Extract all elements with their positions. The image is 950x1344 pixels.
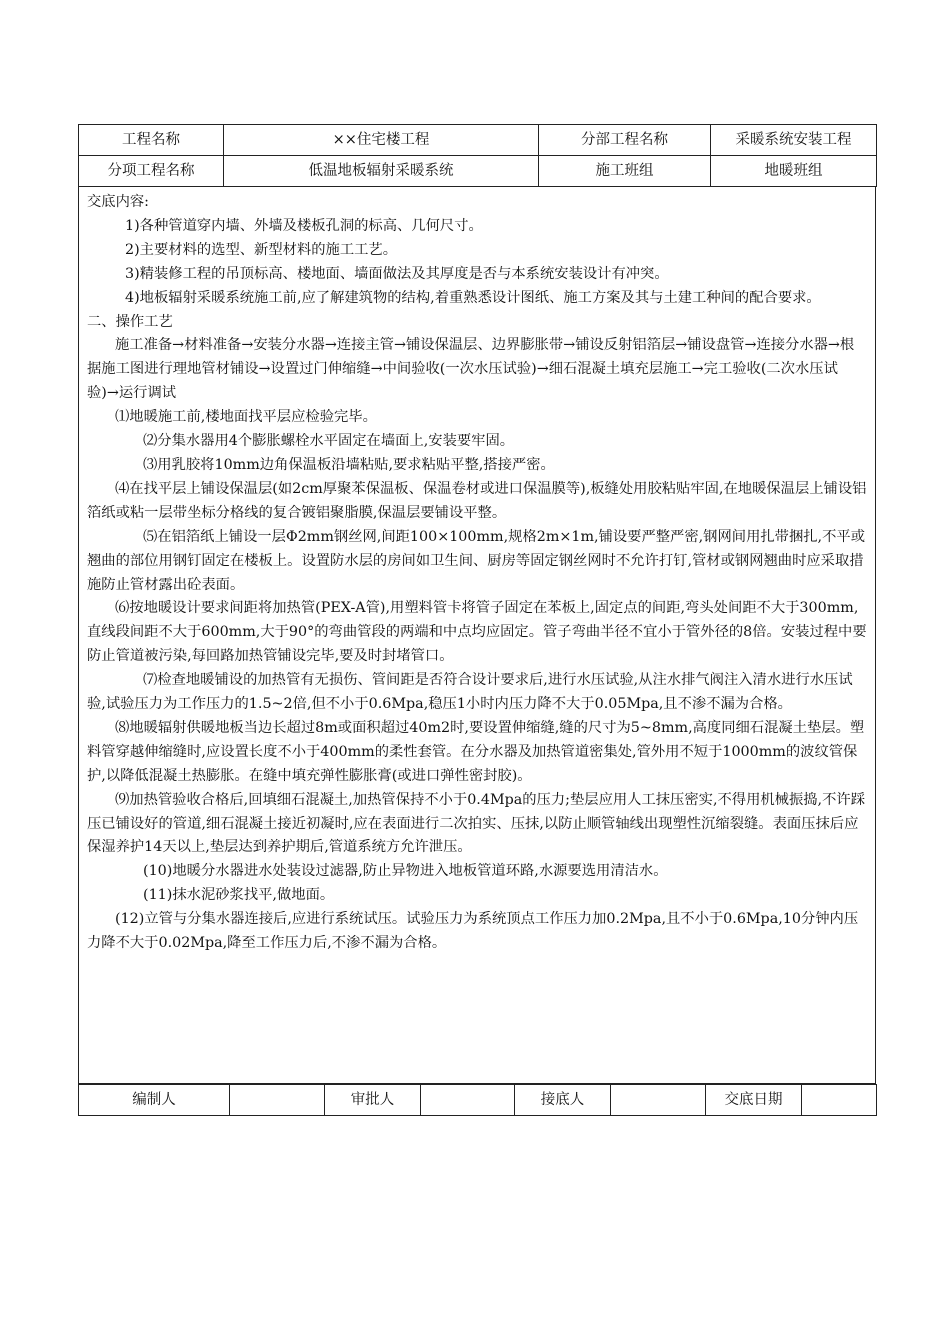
intro-item: 1)各种管道穿内墙、外墙及楼板孔洞的标高、几何尺寸。 <box>125 217 483 234</box>
approver-label: 审批人 <box>325 1085 421 1116</box>
process-flow: 施工准备→材料准备→安装分水器→连接主管→铺设保温层、边界膨胀带→铺设反射铝箔层→铺设盘管→连接分水器→根据施工图进行理地管材铺设→设置过门伸缩缝→中间验收(一次水压试验)→细石混凝土填充层施工→完工验收(二次水压试验)→运行调试 <box>87 337 855 402</box>
step-item: ⑺检查地暖铺设的加热管有无损伤、管间距是否符合设计要求后,进行水压试验,从注水排气阀注入清水进行水压试验,试验压力为工作压力的1.5~2倍,但不小于0.6Mpa,稳压1小时内压力降不大于0.05Mpa,且不渗不漏为合格。 <box>87 672 853 713</box>
step-item: (10)地暖分水器进水处装设过滤器,防止异物进入地板管道环路,水源要选用清洁水。 <box>143 863 668 880</box>
receiver-field[interactable] <box>611 1085 706 1116</box>
signature-table <box>78 1084 877 1116</box>
process-heading: 二、操作工艺 <box>87 313 173 330</box>
disclosure-content <box>78 187 876 1084</box>
header-row-1 <box>79 125 877 156</box>
author-field[interactable] <box>230 1085 325 1116</box>
division-value: 采暖系统安装工程 <box>711 125 877 156</box>
subitem-label: 分项工程名称 <box>79 156 224 187</box>
step-item: (11)抹水泥砂浆找平,做地面。 <box>143 887 335 904</box>
disclosure-document <box>78 124 876 1116</box>
intro-item: 4)地板辐射采暖系统施工前,应了解建筑物的结构,着重熟悉设计图纸、施工方案及其与土建工种间的配合要求。 <box>125 289 821 306</box>
author-label: 编制人 <box>79 1085 230 1116</box>
subitem-value: 低温地板辐射采暖系统 <box>224 156 539 187</box>
signature-row <box>79 1085 877 1116</box>
project-name-value: ××住宅楼工程 <box>224 125 539 156</box>
project-name-label: 工程名称 <box>79 125 224 156</box>
approver-field[interactable] <box>421 1085 515 1116</box>
team-label: 施工班组 <box>539 156 711 187</box>
header-row-2 <box>79 156 877 187</box>
step-item: ⑴地暖施工前,楼地面找平层应检验完毕。 <box>115 409 377 426</box>
date-field[interactable] <box>802 1085 877 1116</box>
step-item: ⑷在找平层上铺设保温层(如2cm厚聚苯保温板、保温卷材或进口保温膜等),板缝处用胶粘贴牢固,在地暖保温层上铺设铝箔纸或粘一层带坐标分格线的复合镀铝聚脂膜,保温层要铺设平整。 <box>87 480 867 521</box>
division-label: 分部工程名称 <box>539 125 711 156</box>
team-value: 地暖班组 <box>711 156 877 187</box>
step-item: ⑵分集水器用4个膨胀螺栓水平固定在墙面上,安装要牢固。 <box>143 433 515 450</box>
step-item: ⑹按地暖设计要求间距将加热管(PEX-A管),用塑料管卡将管子固定在苯板上,固定点的间距,弯头处间距不大于300mm,直线段间距不大于600mm,大于90°的弯曲管段的两端和中点均应固定。管子弯曲半径不宜小于管外径的8倍。安装过程中要防止管道被污染,每回路加热管铺设完毕,要及时封堵管口。 <box>87 600 867 665</box>
step-item: ⑼加热管验收合格后,回填细石混凝土,加热管保持不小于0.4Mpa的压力;垫层应用人工抹压密实,不得用机械振捣,不许踩压已铺设好的管道,细石混凝土接近初凝时,应在表面进行二次拍实、压抹,以防止顺管轴线出现塑性沉缩裂缝。表面压抹后应保湿养护14天以上,垫层达到养护期后,管道系统方允许泄压。 <box>87 791 865 856</box>
step-item: ⑻地暖辐射供暖地板当边长超过8m或面积超过40m2时,要设置伸缩缝,缝的尺寸为5~8mm,高度同细石混凝土垫层。塑料管穿越伸缩缝时,应设置长度不小于400mm的柔性套管。在分水器及加热管道密集处,管外用不短于1000mm的波纹管保护,以降低混凝土热膨胀。在缝中填充弹性膨胀膏(或进口弹性密封胶)。 <box>87 719 865 784</box>
step-item: ⑶用乳胶将10mm边角保温板沿墙粘贴,要求粘贴平整,搭接严密。 <box>143 456 555 473</box>
step-item: ⑸在铝箔纸上铺设一层Φ2mm钢丝网,间距100×100mm,规格2m×1m,铺设要严整严密,钢网间用扎带捆扎,不平或翘曲的部位用钢钉固定在楼板上。设置防水层的房间如卫生间、厨房等固定钢丝网时不允许打钉,管材或钢网翘曲时应采取措施防止管材露出砼表面。 <box>87 528 865 593</box>
step-item: (12)立管与分集水器连接后,应进行系统试压。试验压力为系统顶点工作压力加0.2Mpa,且不小于0.6Mpa,10分钟内压力降不大于0.02Mpa,降至工作压力后,不渗不漏为合格。 <box>87 911 859 952</box>
intro-heading: 交底内容: <box>87 194 150 210</box>
receiver-label: 接底人 <box>515 1085 611 1116</box>
date-label: 交底日期 <box>706 1085 802 1116</box>
intro-item: 2)主要材料的选型、新型材料的施工工艺。 <box>125 241 398 258</box>
header-table <box>78 124 877 187</box>
intro-item: 3)精装修工程的吊顶标高、楼地面、墙面做法及其厚度是否与本系统安装设计有冲突。 <box>125 265 669 282</box>
